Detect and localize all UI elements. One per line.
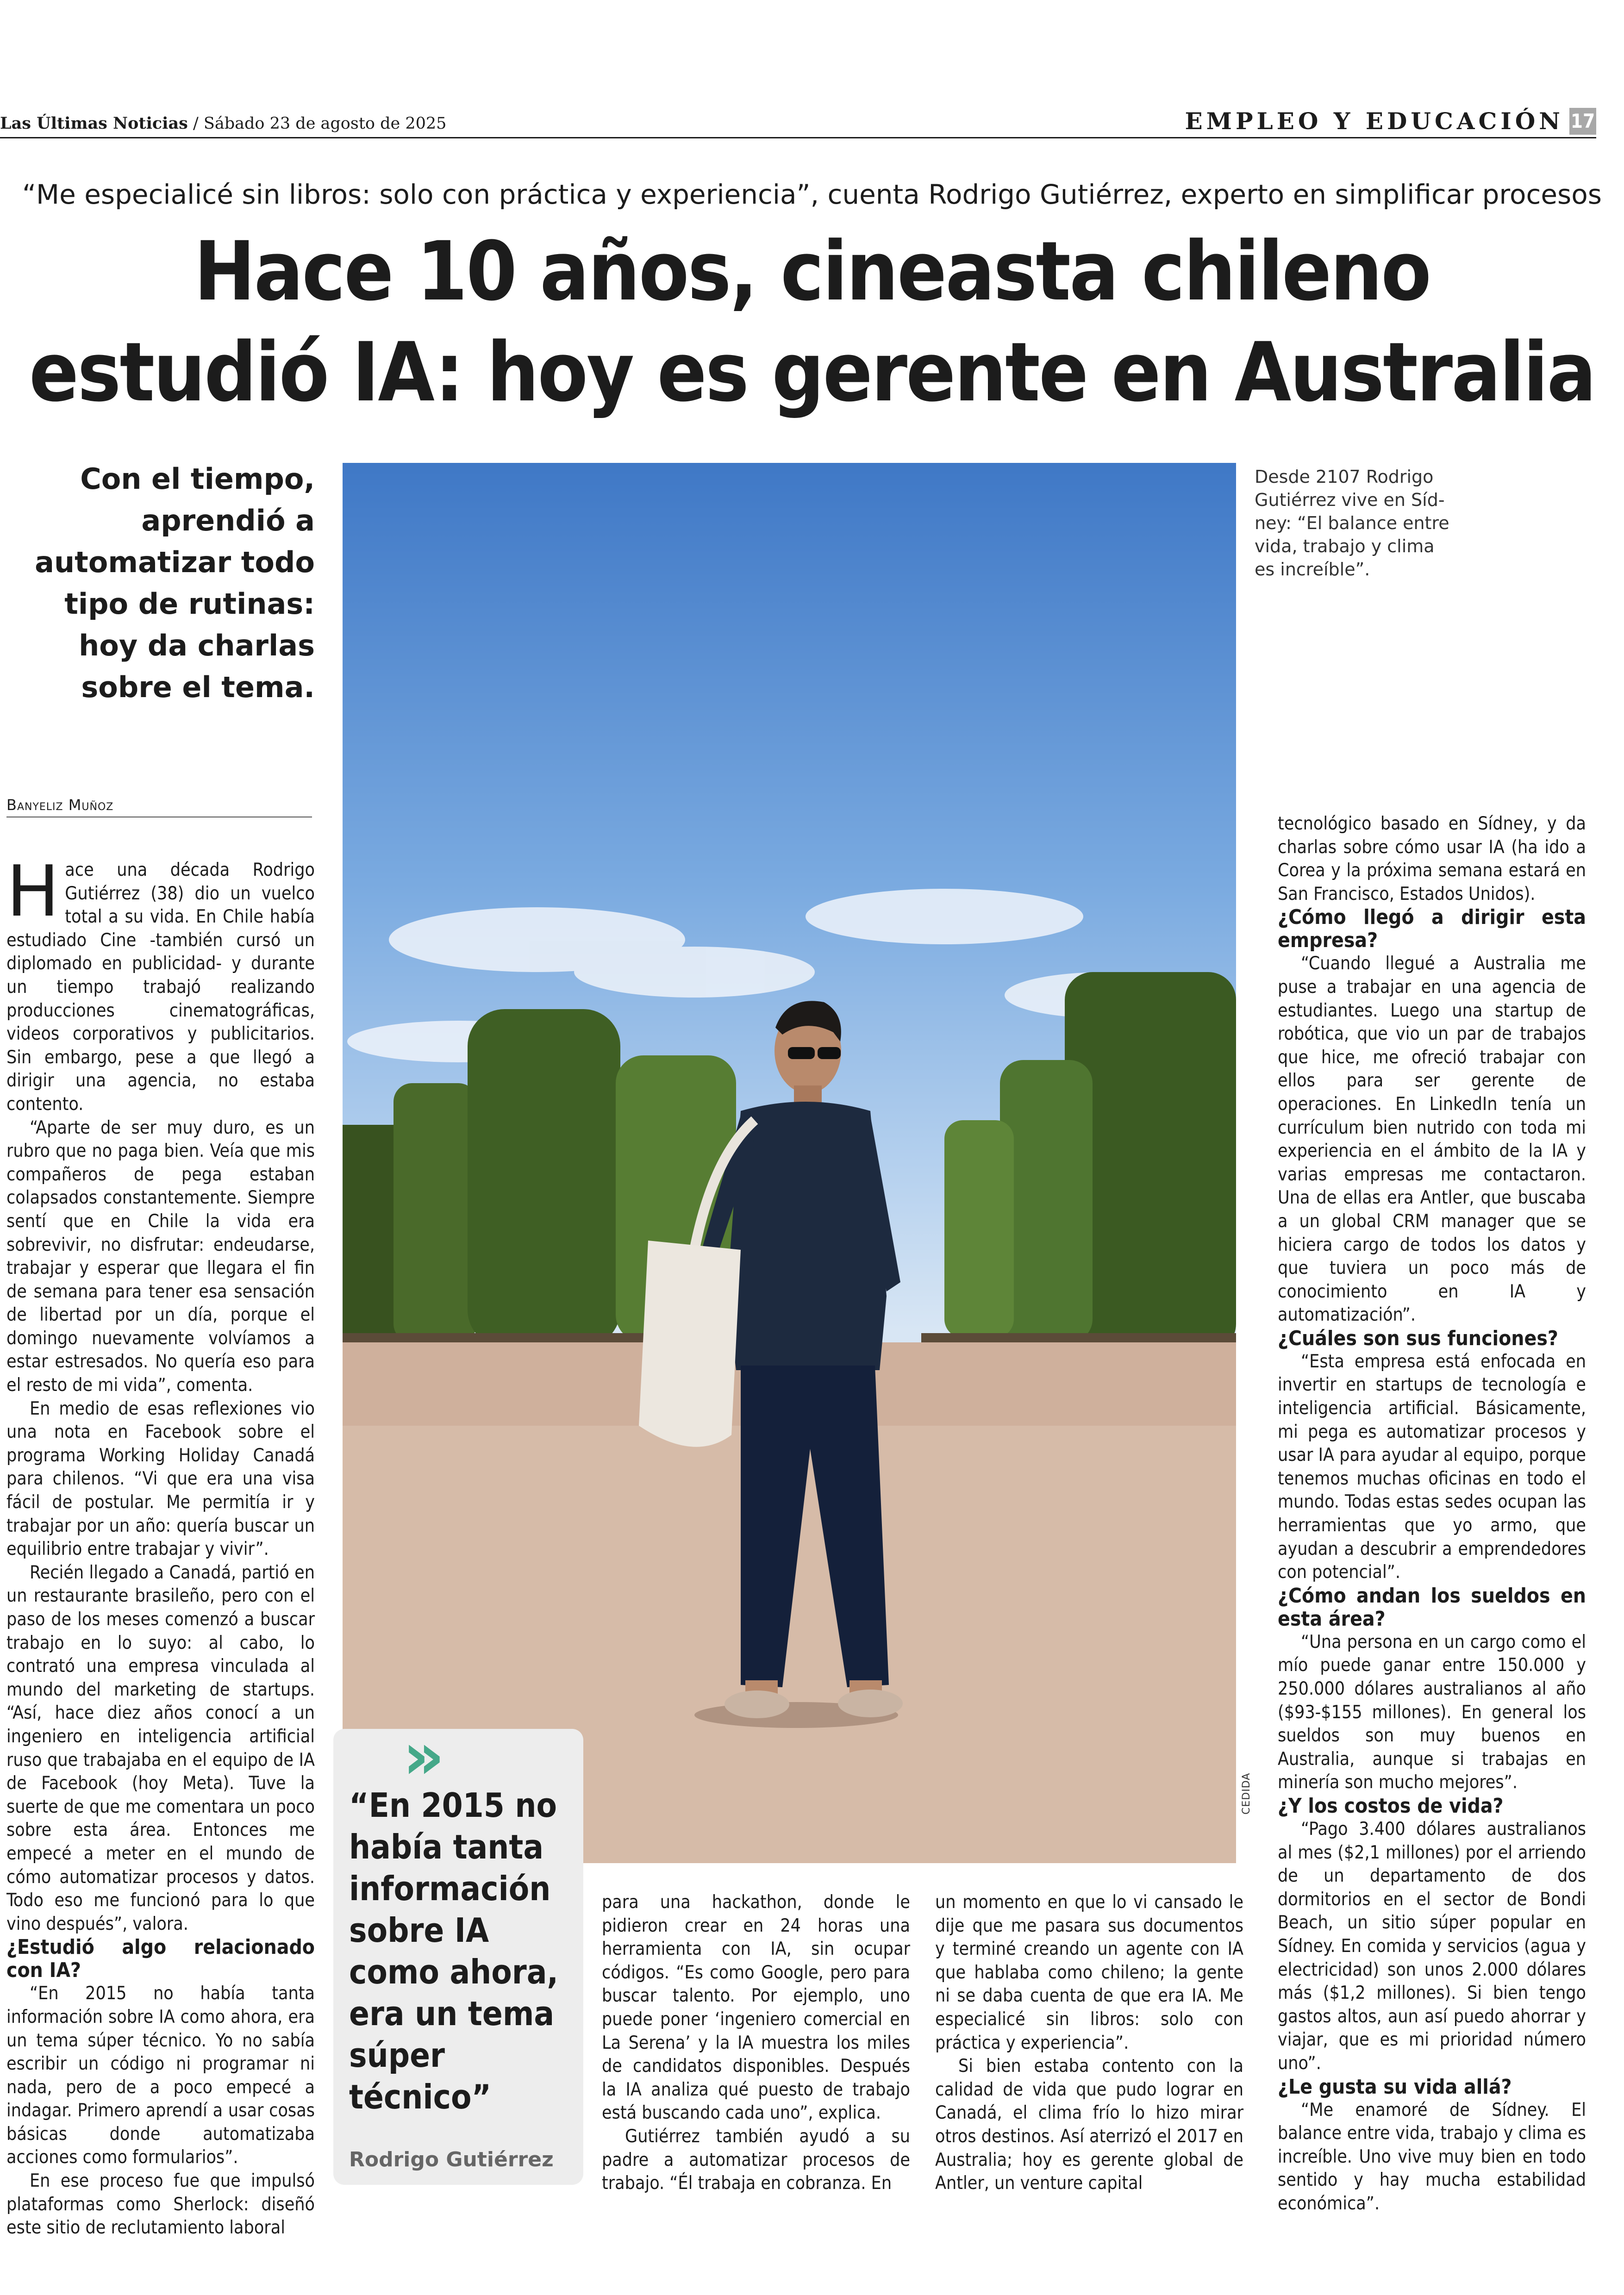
deck: Con el tiempo, aprendió a automatizar todo tipo de rutinas: hoy da charlas sobre el tema.	[35, 462, 315, 704]
body-paragraph: “Una persona en un cargo como el mío puede ganar entre 150.000 y 250.000 dólares australianos al año ($93-$155 millones). En general los sueldos son muy buenos en Australia, aunque si trabajas en minería son mucho mejores”.	[1278, 1631, 1586, 1793]
body-paragraph: En ese proceso fue que impulsó plataformas como Sherlock: diseñó este sitio de reclutamiento laboral	[6, 2170, 315, 2239]
body-paragraph: “Cuando llegué a Australia me puse a trabajar en una agencia de estudiantes. Luego una startup de robótica, que vio un par de trabajos que hice, me ofreció trabajar con ellos para ser gerente de operaciones. En LinkedIn tenía un currículum bien nutrido con toda mi experiencia en el ámbito de la IA y varias empresas me contactaron. Una de ellas era Antler, que buscaba a un global CRM manager que se hiciera cargo de todos los datos y que tuviera un poco más de conocimiento en IA y automatización”.	[1278, 953, 1586, 1326]
headline-line-1: Hace 10 años, cineasta chileno	[194, 224, 1430, 319]
kicker: “Me especialicé sin libros: solo con práctica y experiencia”, cuenta Rodrigo Gutiérrez, experto en simplificar procesos	[22, 179, 1602, 210]
interview-question: ¿Cómo andan los sueldos en esta área?	[1278, 1584, 1586, 1631]
byline: Banyeliz Muñoz	[6, 796, 312, 817]
interview-question: ¿Y los costos de vida?	[1278, 1794, 1504, 1818]
body-paragraph: “Esta empresa está enfocada en invertir en startups de tecnología e inteligencia artificial. Básicamente, mi pega es automatizar procesos y usar IA para ayudar al equipo, porque tenemos muchas oficinas en todo el mundo. Todas estas sedes ocupan las herramientas que yo armo, que ayudan a descubrir a emprendedores con potencial”.	[1278, 1351, 1586, 1583]
interview-question: ¿Estudió algo relacionado con IA?	[6, 1935, 315, 1983]
feature-photo	[343, 463, 1236, 1863]
pull-quote-text: “En 2015 no había tanta información sobre IA como ahora, era un tema súper técnico”	[349, 1786, 559, 2116]
body-column-4	[935, 1891, 1243, 2195]
photo-caption: Desde 2107 Rodrigo Gutiérrez vive en Síd-ney: “El balance entre vida, trabajo y clima es increíble”.	[1255, 467, 1449, 580]
body-paragraph: Gutiérrez también ayudó a su padre a automatizar procesos de trabajo. “Él trabaja en cobranza. En	[602, 2126, 910, 2194]
page-number: 17	[1569, 108, 1596, 135]
masthead-separator: /	[187, 114, 204, 133]
photo-illustration	[343, 463, 1236, 1863]
body-paragraph	[6, 850, 315, 1116]
masthead-line	[0, 112, 446, 135]
body-column-1	[6, 850, 315, 2240]
body-paragraph: “Aparte de ser muy duro, es un rubro que no paga bien. Veía que mis compañeros de pega estaban colapsados constantemente. Siempre sentí que en Chile la vida era sobrevivir, no disfrutar: endeudarse, trabajar y esperar que llegara el fin de semana para tener esa sensación de libertad por un día, porque el domingo nuevamente volvíamos a estar estresados. No quería eso para el resto de mi vida”, comenta.	[6, 1117, 315, 1396]
paragraph-text: ace una década Rodrigo Gutiérrez (38) dio un vuelco total a su vida. En Chile había estudiado Cine -también cursó un diplomado en publicidad- y durante un tiempo trabajó realizando producciones cinematográficas, videos corporativos y publicitarios. Sin embargo, pese a que llegó a dirigir una agencia, no estaba contento.	[6, 860, 315, 1115]
pull-quote-author: Rodrigo Gutiérrez	[349, 2148, 554, 2171]
issue-date: Sábado 23 de agosto de 2025	[203, 114, 447, 133]
body-column-5	[1278, 812, 1586, 2215]
double-chevron-icon: »	[403, 1719, 431, 1794]
body-paragraph: En medio de esas reflexiones vio una nota en Facebook sobre el programa Working Holiday Canadá para chilenos. “Vi que era una visa fácil de postular. Me permitía ir y trabajar por un año: quería buscar un equilibrio entre trabajar y vivir”.	[6, 1398, 315, 1560]
pull-quote-box	[333, 1719, 583, 2185]
headline	[0, 221, 1624, 423]
photo-credit: CEDIDA	[1241, 1772, 1252, 1815]
body-paragraph: tecnológico basado en Sídney, y da charlas sobre cómo usar IA (ha ido a Corea y la próxima semana estará en San Francisco, Estados Unidos).	[1278, 813, 1586, 904]
interview-question: ¿Le gusta su vida allá?	[1278, 2075, 1512, 2099]
body-paragraph: “Pago 3.400 dólares australianos al mes ($2,1 millones) por el arriendo de un departamento de dos dormitorios en el sector de Bondi Beach, un sitio súper popular en Sídney. En comida y servicios (agua y electricidad) son unos 2.000 dólares más ($1,2 millones). Si bien tengo gastos altos, aun así puedo ahorrar y viajar, que es mi prioridad número uno”.	[1278, 1818, 1586, 2074]
body-paragraph: Recién llegado a Canadá, partió en un restaurante brasileño, pero con el paso de los meses comenzó a buscar trabajo en lo suyo: al cabo, lo contrató una empresa vinculada al mundo del marketing de startups. “Así, hace diez años conocí a un ingeniero en inteligencia artificial ruso que trabajaba en el equipo de IA de Facebook (hoy Meta). Tuve la suerte de que me comentara un poco sobre esta área. Entonces me empecé a meter en el mundo de cómo automatizar procesos y datos. Todo eso me funcionó para lo que vino después”, valora.	[6, 1562, 315, 1934]
body-column-3	[602, 1891, 910, 2195]
interview-question: ¿Cuáles son sus funciones?	[1278, 1326, 1558, 1350]
section-title: EMPLEO Y EDUCACIÓN	[1185, 107, 1564, 135]
publication-name: Las Últimas Noticias	[0, 114, 188, 133]
body-paragraph: un momento en que lo vi cansado le dije que me pasara sus documentos y terminé creando un agente con IA que hablaba como chileno; la gente ni se daba cuenta de que era IA. Me especialicé sin libros: solo con práctica y experiencia”.	[935, 1892, 1243, 2053]
body-paragraph: para una hackathon, donde le pidieron crear en 24 horas una herramienta con IA, sin ocupar códigos. “Es como Google, pero para buscar talento. Por ejemplo, uno puede poner ‘ingeniero comercial en La Serena’ y la IA muestra los miles de candidatos disponibles. Después la IA analiza qué puesto de trabajo está buscando cada uno”, explica.	[602, 1892, 910, 2124]
body-paragraph: “En 2015 no había tanta información sobre IA como ahora, era un tema súper técnico. Yo no sabía escribir un código ni programar ni nada, pero de a poco empecé a indagar. Primero aprendí a usar cosas básicas donde automatizaba acciones como formularios”.	[6, 1983, 315, 2168]
hedges-right	[921, 972, 1236, 1352]
headline-line-2: estudió IA: hoy es gerente en Australia	[29, 325, 1595, 420]
body-paragraph: “Me enamoré de Sídney. El balance entre vida, trabajo y clima es increíble. Uno vive muy bien en todo sentido y hay mucha estabilidad económica”.	[1278, 2099, 1586, 2214]
header-rule	[0, 137, 1596, 138]
body-paragraph: Si bien estaba contento con la calidad de vida que pudo lograr en Canadá, el clima frío lo hizo mirar otros destinos. Así aterrizó el 2017 en Australia; hoy es gerente global de Antler, un venture capital	[935, 2056, 1243, 2194]
interview-question: ¿Cómo llegó a dirigir esta empresa?	[1278, 905, 1586, 953]
section-header	[1185, 107, 1597, 135]
drop-cap: H	[6, 850, 60, 932]
